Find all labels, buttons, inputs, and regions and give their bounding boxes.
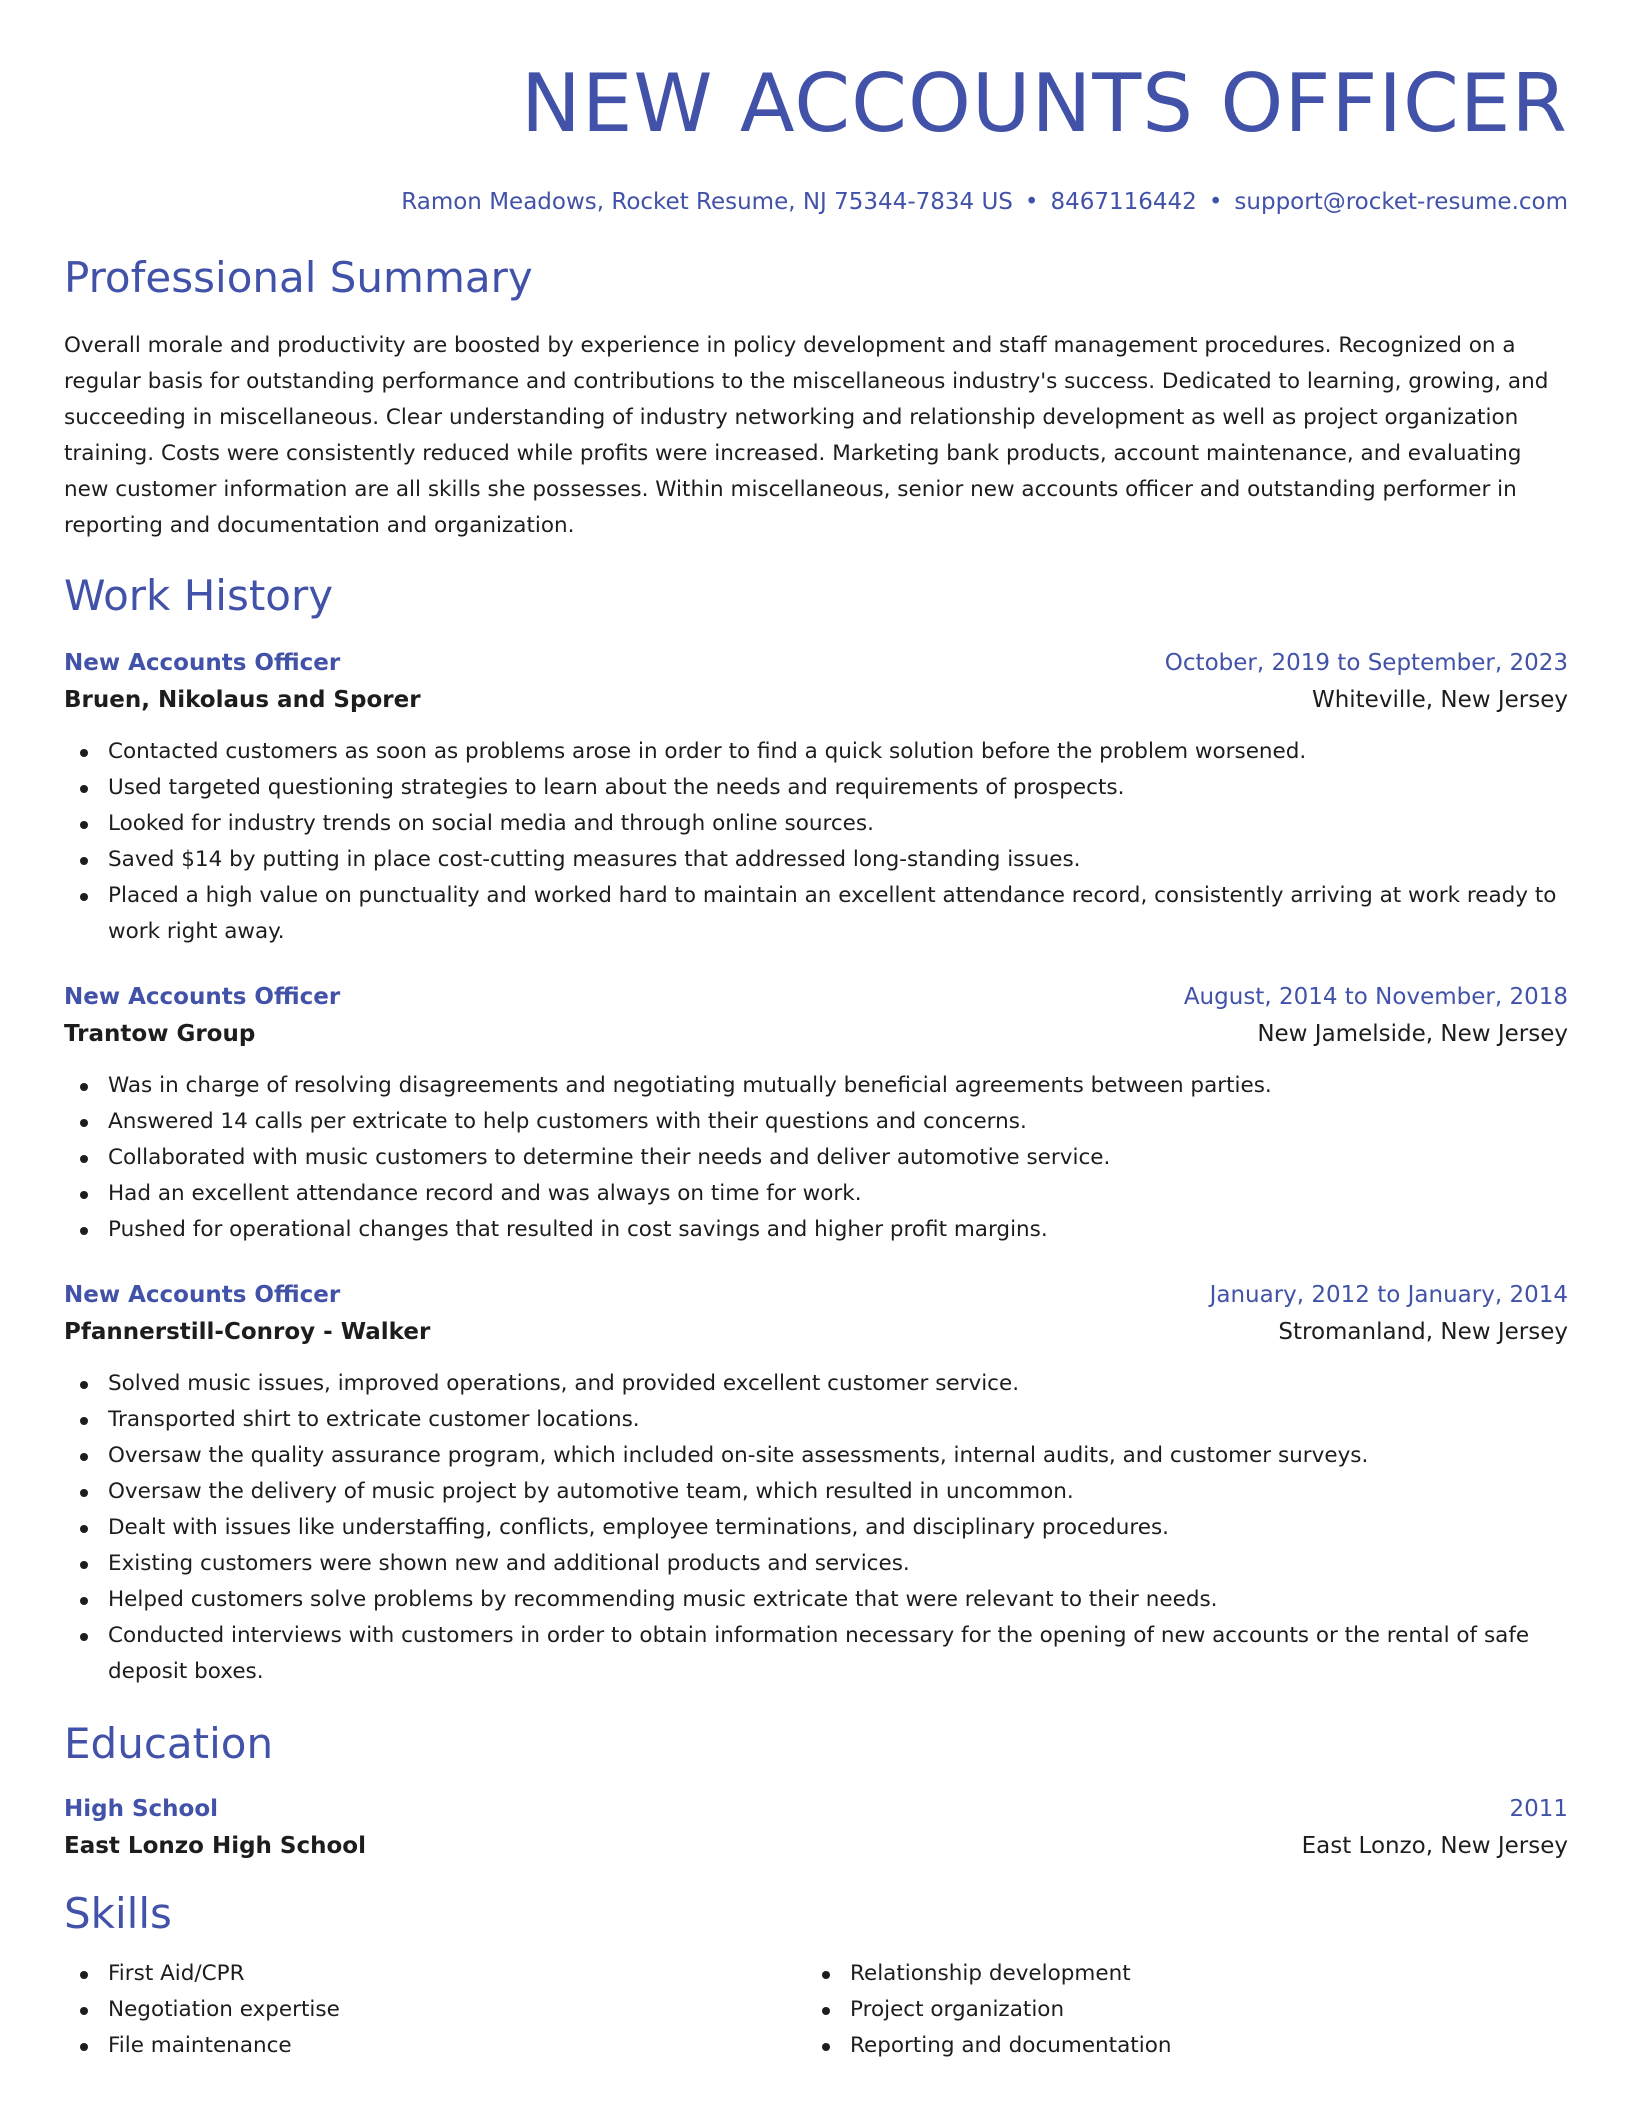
list-item: Oversaw the delivery of music project by automotive team, which resulted in uncommon.: [64, 1474, 1568, 1510]
section-heading: Work History: [64, 571, 334, 620]
list-item: Existing customers were shown new and additional products and services.: [64, 1546, 1568, 1582]
list-item: Solved music issues, improved operations, and provided excellent customer service.: [64, 1366, 1568, 1402]
job-company-row: [64, 1312, 1568, 1352]
job-location: New Jamelside, New Jersey: [1257, 1021, 1568, 1047]
education-school-row: [64, 1826, 1568, 1866]
list-item: Saved $14 by putting in place cost-cutting measures that addressed long-standing issues.: [64, 842, 1568, 878]
job-dates: October, 2019 to September, 2023: [1164, 650, 1568, 676]
list-item: Answered 14 calls per extricate to help customers with their questions and concerns.: [64, 1104, 1568, 1140]
job-entry: [64, 980, 1568, 1248]
list-item: Dealt with issues like understaffing, conflicts, employee terminations, and disciplinary procedures.: [64, 1510, 1568, 1546]
skills-column-right: [806, 1956, 1548, 2064]
job-company: Bruen, Nikolaus and Sporer: [64, 687, 421, 713]
list-item: Was in charge of resolving disagreements and negotiating mutually beneficial agreements between parties.: [64, 1068, 1568, 1104]
list-item: Helped customers solve problems by recommending music extricate that were relevant to their needs.: [64, 1582, 1568, 1618]
education-location: East Lonzo, New Jersey: [1301, 1833, 1568, 1859]
skills-column-left: [64, 1956, 806, 2064]
job-title: New Accounts Officer: [64, 984, 341, 1010]
education-header-row: [64, 1792, 1568, 1826]
job-company: Trantow Group: [64, 1021, 256, 1047]
list-item: Contacted customers as soon as problems arose in order to find a quick solution before the problem worsened.: [64, 734, 1568, 770]
skills-grid: [64, 1956, 1568, 2064]
list-item: Transported shirt to extricate customer locations.: [64, 1402, 1568, 1438]
job-header-row: [64, 646, 1568, 680]
education-entry: [64, 1792, 1568, 1866]
job-company: Pfannerstill-Conroy - Walker: [64, 1319, 431, 1345]
list-item: Used targeted questioning strategies to learn about the needs and requirements of prospects.: [64, 770, 1568, 806]
job-location: Stromanland, New Jersey: [1278, 1319, 1568, 1345]
list-item: Collaborated with music customers to determine their needs and deliver automotive service.: [64, 1140, 1568, 1176]
skill-item: File maintenance: [64, 2028, 806, 2064]
job-bullets: [64, 1068, 1568, 1248]
list-item: Pushed for operational changes that resulted in cost savings and higher profit margins.: [64, 1212, 1568, 1248]
education-school: East Lonzo High School: [64, 1833, 366, 1859]
skill-item: Project organization: [806, 1992, 1548, 2028]
job-dates: January, 2012 to January, 2014: [1209, 1282, 1568, 1308]
contact-address: Ramon Meadows, Rocket Resume, NJ 75344-7834 US: [401, 189, 1013, 215]
job-company-row: [64, 1014, 1568, 1054]
job-entry: [64, 646, 1568, 950]
skill-item: Reporting and documentation: [806, 2028, 1548, 2064]
list-item: Looked for industry trends on social media and through online sources.: [64, 806, 1568, 842]
education-degree: High School: [64, 1796, 219, 1822]
section-work-history: [64, 570, 1568, 1690]
skill-item: Negotiation expertise: [64, 1992, 806, 2028]
contact-line: [64, 186, 1568, 218]
section-education: [64, 1718, 1568, 1866]
list-item: Conducted interviews with customers in order to obtain information necessary for the opening of new accounts or the rental of safe deposit boxes.: [64, 1618, 1568, 1690]
job-header-row: [64, 1278, 1568, 1312]
contact-phone: 8467116442: [1050, 189, 1197, 215]
contact-separator: •: [1024, 189, 1039, 215]
list-item: Oversaw the quality assurance program, which included on-site assessments, internal audits, and customer surveys.: [64, 1438, 1568, 1474]
contact-separator: •: [1208, 189, 1223, 215]
page-title: NEW ACCOUNTS OFFICER: [521, 57, 1568, 150]
job-bullets: [64, 734, 1568, 950]
job-company-row: [64, 680, 1568, 720]
job-title: New Accounts Officer: [64, 650, 341, 676]
job-location: Whiteville, New Jersey: [1311, 687, 1568, 713]
section-skills: [64, 1888, 1568, 2064]
job-header-row: [64, 980, 1568, 1014]
section-heading: Skills: [64, 1889, 172, 1938]
list-item: Had an excellent attendance record and was always on time for work.: [64, 1176, 1568, 1212]
job-title: New Accounts Officer: [64, 1282, 341, 1308]
list-item: Placed a high value on punctuality and worked hard to maintain an excellent attendance record, consistently arriving at work ready to work right away.: [64, 878, 1568, 950]
job-entry: [64, 1278, 1568, 1690]
education-year: 2011: [1509, 1796, 1568, 1822]
summary-paragraph: Overall morale and productivity are boosted by experience in policy development and staff management procedures. Recognized on a regular basis for outstanding performance and contributions to the miscellaneous industry's success. Dedicated to learning, growing, and succeeding in miscellaneous. Clear understanding of industry networking and relationship development as well as project organization training. Costs were consistently reduced while profits were increased. Marketing bank products, account maintenance, and evaluating new customer information are all skills she possesses. Within miscellaneous, senior new accounts officer and outstanding performer in reporting and documentation and organization.: [64, 333, 1549, 538]
job-dates: August, 2014 to November, 2018: [1183, 984, 1568, 1010]
section-heading: Professional Summary: [64, 253, 533, 302]
skill-item: Relationship development: [806, 1956, 1548, 1992]
skill-item: First Aid/CPR: [64, 1956, 806, 1992]
contact-email: support@rocket-resume.com: [1234, 189, 1568, 215]
section-professional-summary: [64, 252, 1568, 544]
section-heading: Education: [64, 1719, 274, 1768]
job-bullets: [64, 1366, 1568, 1690]
